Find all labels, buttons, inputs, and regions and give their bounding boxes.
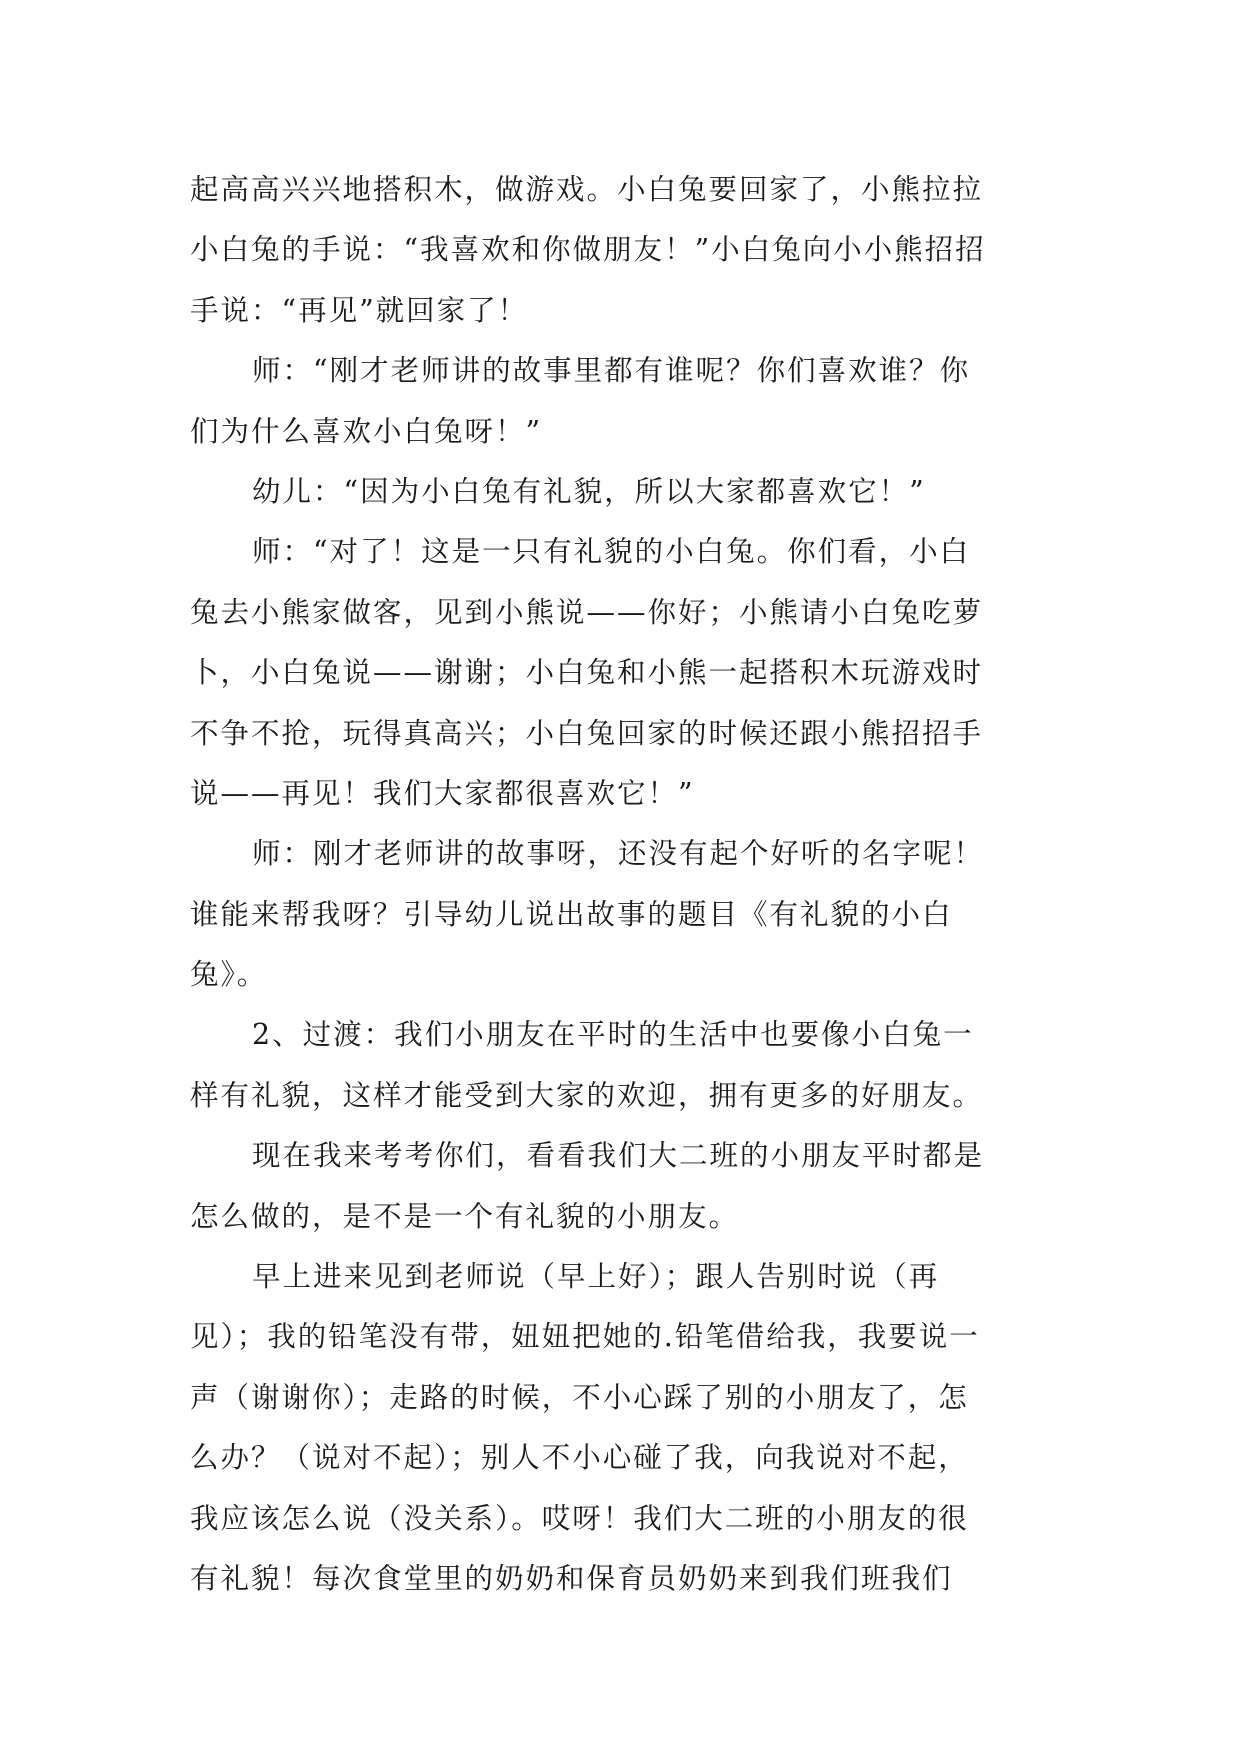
text-line: 声（谢谢你）；走路的时候，不小心踩了别的小朋友了，怎 xyxy=(190,1380,969,1414)
text-line: 说——再见！我们大家都很喜欢它！” xyxy=(190,776,695,810)
text-line: 2、过渡：我们小朋友在平时的生活中也要像小白兔一 xyxy=(252,1018,974,1052)
text-line: 兔去小熊家做客，见到小熊说——你好；小熊请小白兔吃萝 xyxy=(190,595,984,629)
text-line: 幼儿：“因为小白兔有礼貌，所以大家都喜欢它！” xyxy=(252,474,926,508)
text-line: 师：“刚才老师讲的故事里都有谁呢？你们喜欢谁？你 xyxy=(252,354,971,388)
text-line: 样有礼貌，这样才能受到大家的欢迎，拥有更多的好朋友。 xyxy=(190,1078,984,1112)
text-line: 有礼貌！每次食堂里的奶奶和保育员奶奶来到我们班我们 xyxy=(190,1561,953,1595)
text-line: 起高高兴兴地搭积木，做游戏。小白兔要回家了，小熊拉拉 xyxy=(190,173,984,206)
text-line: 师：刚才老师讲的故事呀，还没有起个好听的名字呢！ xyxy=(252,837,985,871)
text-line: 见）；我的铅笔没有带，妞妞把她的.铅笔借给我，我要说一 xyxy=(190,1320,980,1354)
text-line: 谁能来帮我呀？引导幼儿说出故事的题目《有礼貌的小白 xyxy=(190,897,953,931)
text-line: 卜，小白兔说——谢谢；小白兔和小熊一起搭积木玩游戏时 xyxy=(190,656,984,690)
body-text xyxy=(190,160,1060,1609)
text-line: 师：“对了！这是一只有礼貌的小白兔。你们看，小白 xyxy=(252,535,971,569)
text-line: 不争不抢，玩得真高兴；小白兔回家的时候还跟小熊招招手 xyxy=(190,716,984,750)
text-line: 怎么做的，是不是一个有礼貌的小朋友。 xyxy=(190,1199,740,1233)
text-line: 们为什么喜欢小白兔呀！” xyxy=(190,414,543,448)
text-line: 早上进来见到老师说（早上好）；跟人告别时说（再 xyxy=(252,1260,940,1294)
text-line: 小白兔的手说：“我喜欢和你做朋友！”小白兔向小小熊招招 xyxy=(190,233,986,267)
text-line: 我应该怎么说（没关系）。哎呀！我们大二班的小朋友的很 xyxy=(190,1501,969,1535)
text-line: 手说：“再见”就回家了！ xyxy=(190,293,529,327)
text-line: 么办？（说对不起）；别人不小心碰了我，向我说对不起， xyxy=(190,1441,969,1475)
text-line: 现在我来考考你们，看看我们大二班的小朋友平时都是 xyxy=(252,1139,985,1173)
text-line: 兔》。 xyxy=(190,958,268,992)
